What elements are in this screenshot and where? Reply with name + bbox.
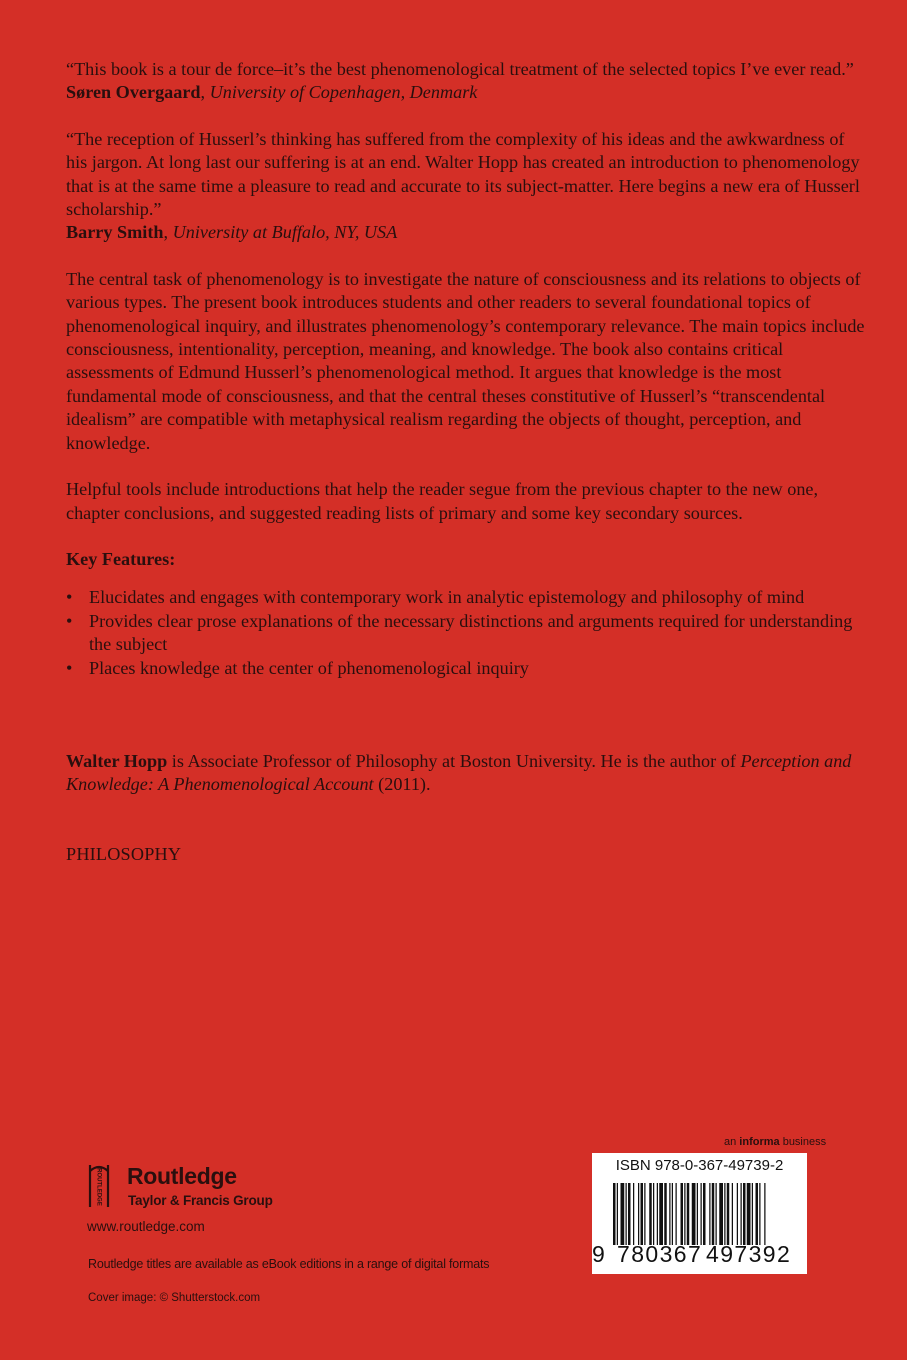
barcode-digit-group-1: 780367 [617,1241,703,1267]
quote-1-text: “This book is a tour de force–it’s the best phenomenological treatment of the selected topics I’ve ever read.” [66,59,854,79]
quote-2: “The reception of Husserl’s thinking has suffered from the complexity of his ideas and the awkwardness of his jargon. At long last our suffering is at an end. Walter Hopp has created an introduction to phenomenology that is at the same time a pleasure to read and accurate to its subject-matter. Here begins a new era of Husserl scholarship.” Barry Smith, University at Buffalo, NY, USA [66,128,860,243]
barcode-digits [592,1241,807,1271]
barcode-digit-group-2: 497392 [706,1241,792,1267]
author-book-year: (2011). [373,774,431,795]
publisher-name: Routledge [127,1163,237,1189]
feature-text: Places knowledge at the center of phenomenological inquiry [89,657,529,678]
feature-item [66,657,866,680]
quote-2-author: Barry Smith [66,222,164,243]
bullet-icon: • [66,657,73,678]
ebook-note: Routledge titles are available as eBook editions in a range of digital formats [88,1257,490,1271]
barcode-digit-lead: 9 [592,1241,605,1267]
feature-item [66,610,866,657]
routledge-logo-icon [86,1163,112,1209]
cover-credit: Cover image: © Shutterstock.com [88,1292,261,1304]
informa-suffix: business [779,1136,827,1148]
helpful-tools: Helpful tools include introductions that help the reader segue from the previous chapter to the new one, chapter conclusions, and suggested reading lists of primary and some key secondary sources. [66,479,819,523]
isbn-label: ISBN 978-0-367-49739-2 [615,1157,784,1174]
quote-1-author: Søren Overgaard [66,82,201,103]
key-features-heading: Key Features: [66,548,176,569]
author-bio-text: is Associate Professor of Philosophy at Boston University. He is the author of [167,750,741,771]
description: The central task of phenomenology is to investigate the nature of consciousness and its relations to objects of various types. The present book introduces students and other readers to several foundational topics of phenomenological inquiry, and illustrates phenomenology’s contemporary relevance. The main topics include consciousness, intentionality, perception, meaning, and knowledge. The book also contains critical assessments of Edmund Husserl’s phenomenological method. It argues that knowledge is the most fundamental mode of consciousness, and that the central theses constitutive of Husserl’s “transcendental idealism” are compatible with metaphysical realism regarding the objects of thought, perception, and knowledge. [66,268,865,453]
bullet-icon: • [66,610,73,631]
informa-brand: informa [739,1136,780,1148]
back-cover-text [66,58,866,866]
informa-tagline [724,1136,826,1148]
publisher-url[interactable]: www.routledge.com [87,1219,205,1234]
quote-1-affiliation: University of Copenhagen, Denmark [209,82,478,103]
author-book-title: Perception and Knowledge: A Phenomenological Account [66,750,852,795]
quote-2-affiliation: University at Buffalo, NY, USA [172,222,398,243]
barcode-box [592,1153,807,1274]
informa-prefix: an [724,1136,740,1148]
author-bio [66,750,866,797]
feature-item [66,586,866,609]
quote-2-text: “The reception of Husserl’s thinking has suffered from the complexity of his ideas and the awkwardness of his jargon. At long last our suffering is at an end. Walter Hopp has created an introduction to phenomenology that is at the same time a pleasure to read and accurate to its subject-matter. Here begins a new era of Husserl scholarship.” [66,128,860,220]
feature-text: Elucidates and engages with contemporary work in analytic epistemology and philosophy of mind [89,587,805,608]
feature-text: Provides clear prose explanations of the necessary distinctions and arguments required for understanding the subject [89,610,853,655]
publisher-group: Taylor & Francis Group [128,1193,273,1208]
author-name: Walter Hopp [66,750,168,771]
quote-1: “This book is a tour de force–it’s the best phenomenological treatment of the selected topics I’ve ever read.” Søren Overgaard, University of Copenhagen, Denmark [66,59,854,103]
subject-category: PHILOSOPHY [66,843,182,864]
key-features-list [66,586,866,680]
logo-vertical-text: ROUTLEDGE [95,1168,102,1206]
bullet-icon: • [66,587,73,608]
